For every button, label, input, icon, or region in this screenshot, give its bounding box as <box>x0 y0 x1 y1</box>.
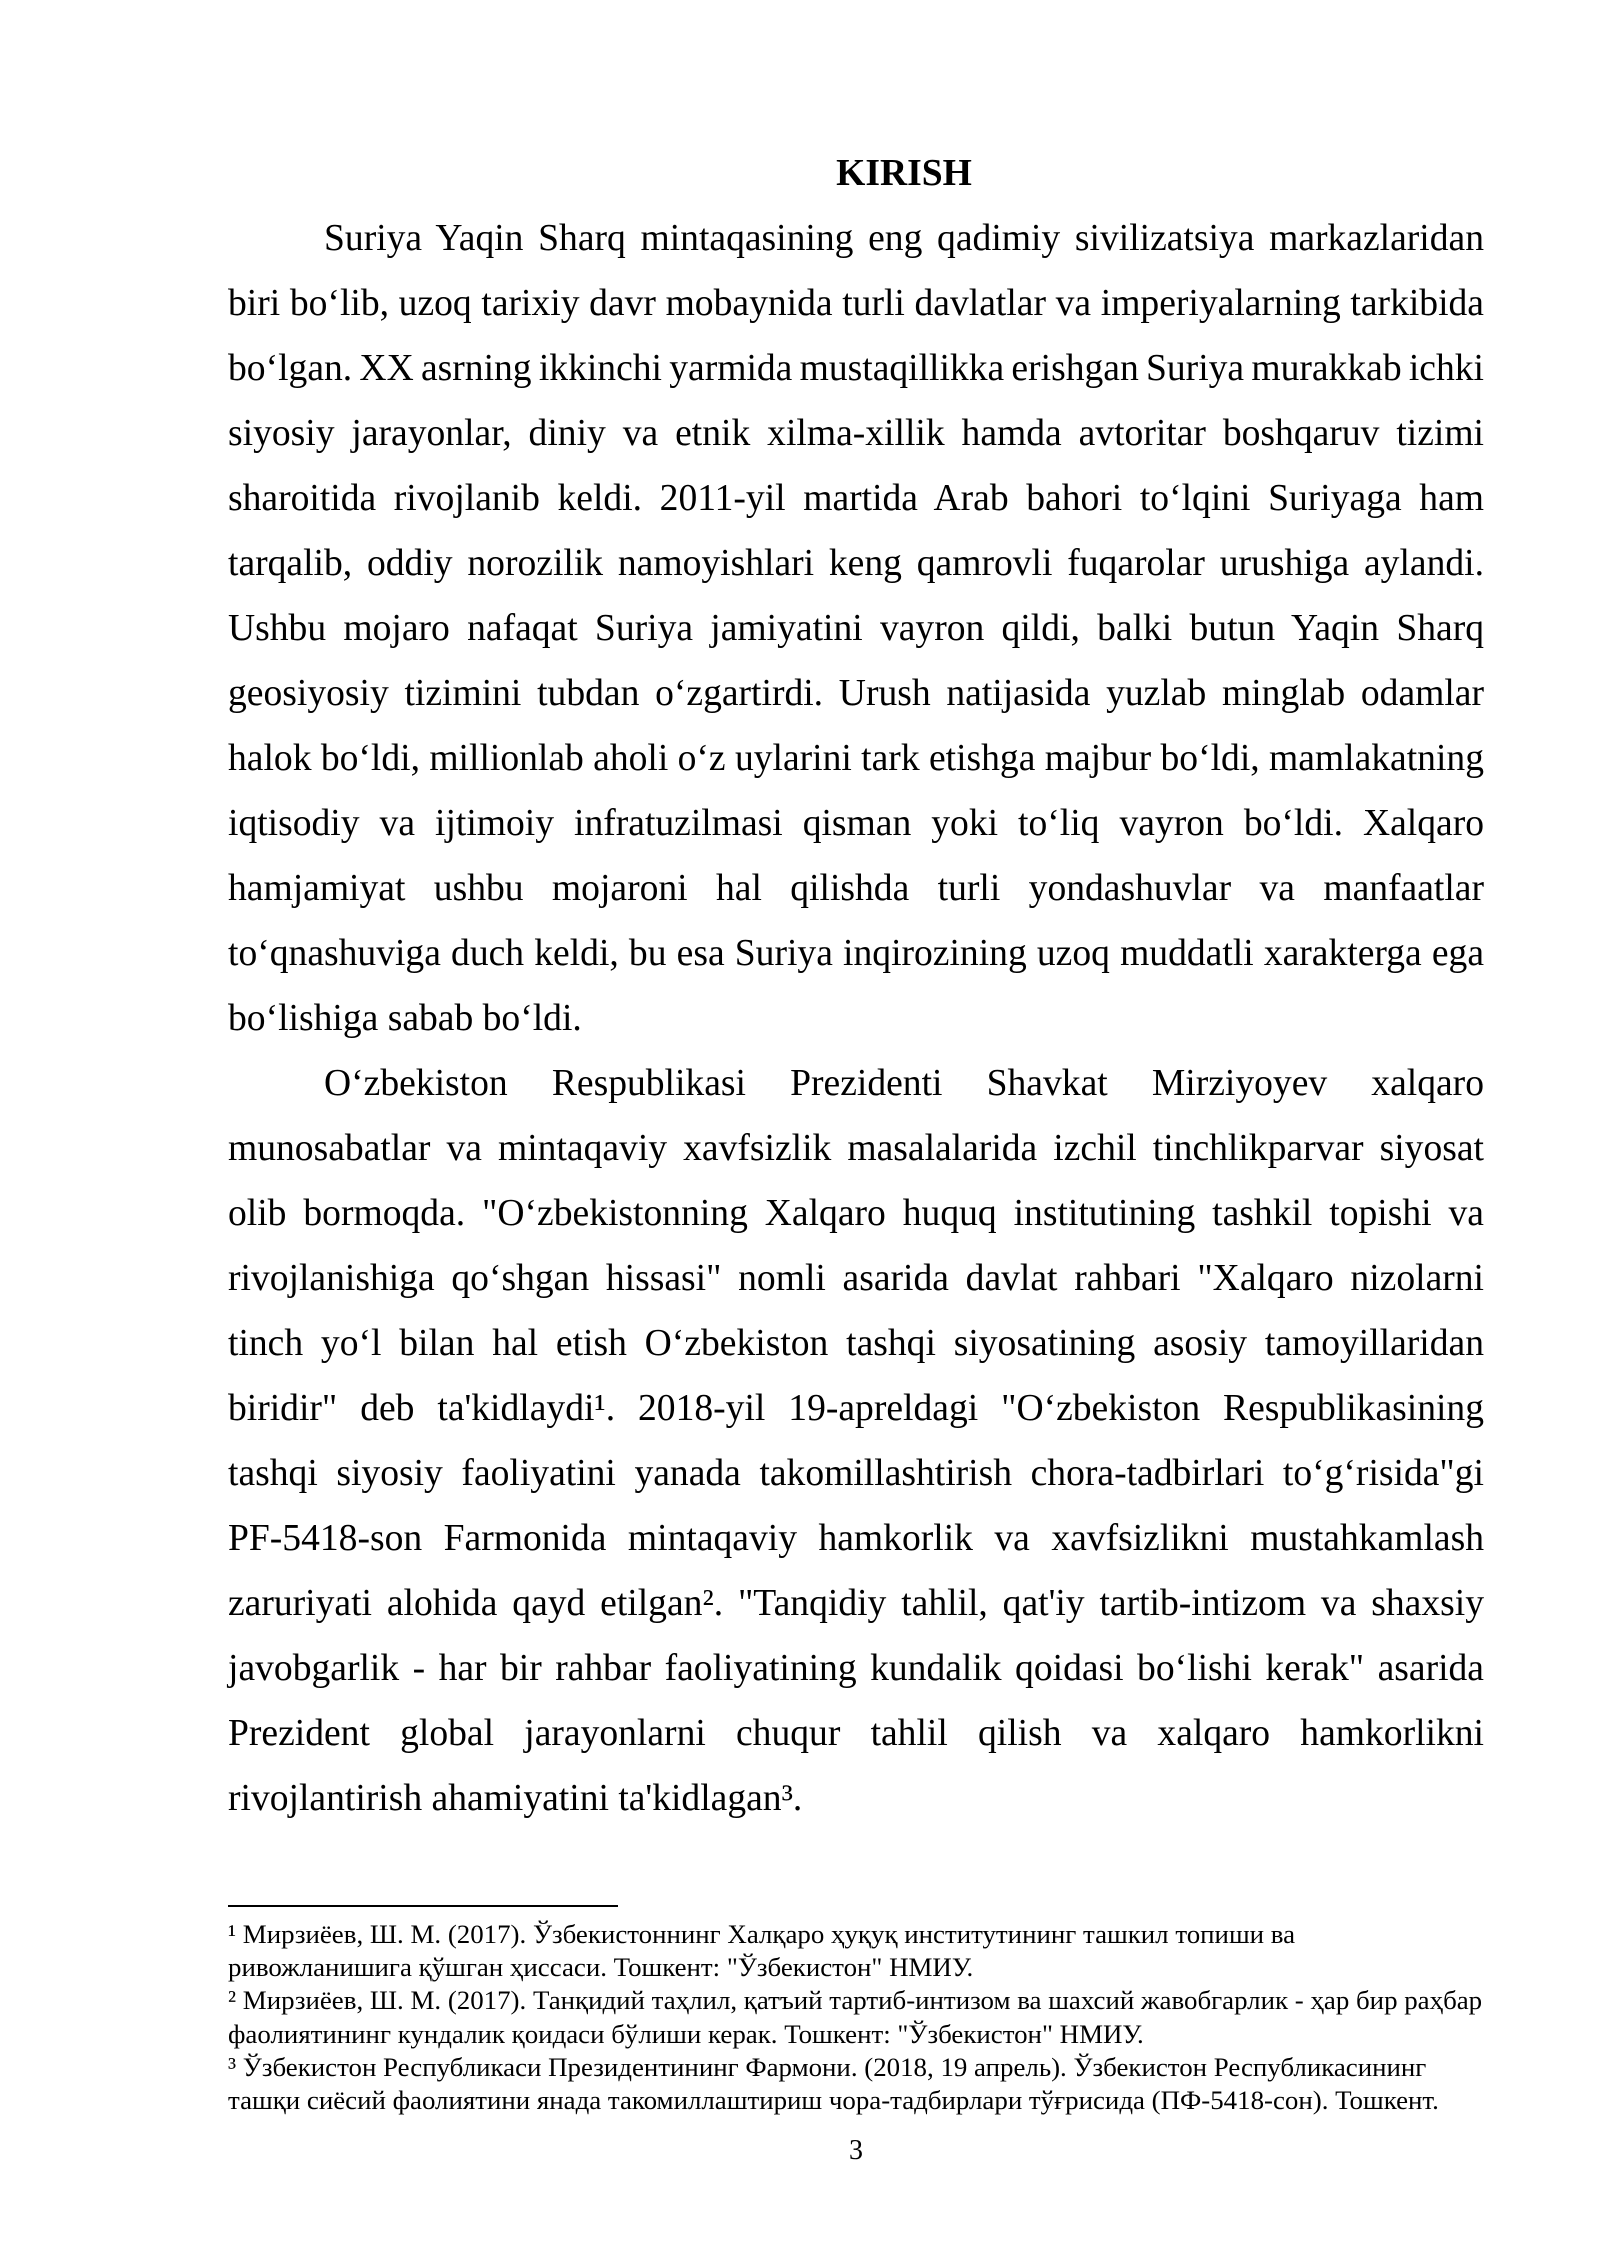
text-line: rivojlantirish ahamiyatini ta'kidlagan³. <box>228 1778 803 1819</box>
footnote <box>228 2051 1484 2117</box>
text-line: zaruriyati alohida qayd etilgan². "Tanqidiy tahlil, qat'iy tartib-intizom va shaxsiy <box>228 1583 1484 1624</box>
text-line: tashqi siyosiy faoliyatini yanada takomillashtirish chora-tadbirlari to‘g‘risida"gi <box>228 1453 1484 1494</box>
text-line: siyosiy jarayonlar, diniy va etnik xilma-xillik hamda avtoritar boshqaruv tizimi <box>228 413 1484 454</box>
text-line: O‘zbekiston Respublikasi Prezidenti Shavkat Mirziyoyev xalqaro <box>324 1063 1484 1104</box>
text-line: to‘qnashuviga duch keldi, bu esa Suriya inqirozining uzoq muddatli xarakterga ega <box>228 933 1484 974</box>
text-line: biri bo‘lib, uzoq tarixiy davr mobaynida turli davlatlar va imperiyalarning tarkibida <box>228 283 1484 324</box>
text-line: biridir" deb ta'kidlaydi¹. 2018-yil 19-apreldagi "O‘zbekiston Respublikasining <box>228 1388 1484 1429</box>
text-line: hamjamiyat ushbu mojaroni hal qilishda turli yondashuvlar va manfaatlar <box>228 868 1484 909</box>
footnote-line: ривожланишига қўшган ҳиссаси. Тошкент: "Ўзбекистон" НМИУ. <box>228 1952 974 1983</box>
footnotes <box>228 1918 1484 2117</box>
text-line: Prezident global jarayonlarni chuqur tahlil qilish va xalqaro hamkorlikni <box>228 1713 1484 1754</box>
footnote <box>228 1984 1484 2050</box>
text-line: bo‘lishiga sabab bo‘ldi. <box>228 998 582 1039</box>
text-line: tarqalib, oddiy norozilik namoyishlari keng qamrovli fuqarolar urushiga aylandi. <box>228 543 1484 584</box>
section-title: KIRISH <box>836 153 972 194</box>
text-line: munosabatlar va mintaqaviy xavfsizlik masalalarida izchil tinchlikparvar siyosat <box>228 1128 1484 1169</box>
body-paragraph <box>228 206 1484 1051</box>
text-line: javobgarlik - har bir rahbar faoliyatining kundalik qoidasi bo‘lishi kerak" asarida <box>228 1648 1484 1689</box>
body-paragraph <box>228 1051 1484 1831</box>
text-line: tinch yo‘l bilan hal etish O‘zbekiston tashqi siyosatining asosiy tamoyillaridan <box>228 1323 1484 1364</box>
text-line: PF-5418-son Farmonida mintaqaviy hamkorlik va xavfsizlikni mustahkamlash <box>228 1518 1484 1559</box>
footnote-line: ¹ Мирзиёев, Ш. М. (2017). Ўзбекистоннинг Халқаро ҳуқуқ институтининг ташкил топиши ва <box>228 1919 1296 1949</box>
footnote <box>228 1918 1484 1984</box>
text-line: Suriya Yaqin Sharq mintaqasining eng qadimiy sivilizatsiya markazlaridan <box>324 218 1484 259</box>
text-line: geosiyosiy tizimini tubdan o‘zgartirdi. Urush natijasida yuzlab minglab odamlar <box>228 673 1484 714</box>
footnote-line: ³ Ўзбекистон Республикаси Президентининг Фармони. (2018, 19 апрель). Ўзбекистон Республикасининг <box>228 2051 1427 2082</box>
text-line: iqtisodiy va ijtimoiy infratuzilmasi qisman yoki to‘liq vayron bo‘ldi. Xalqaro <box>228 803 1484 844</box>
footnote-line: фаолиятининг кундалик қоидаси бўлиши керак. Тошкент: "Ўзбекистон" НМИУ. <box>228 2018 1144 2049</box>
text-line: olib bormoqda. "O‘zbekistonning Xalqaro huquq institutining tashkil topishi va <box>228 1193 1484 1234</box>
text-line: bo‘lgan. XX asrning ikkinchi yarmida mustaqillikka erishgan Suriya murakkab ichki <box>228 348 1484 389</box>
footnote-line: ² Мирзиёев, Ш. М. (2017). Танқидий таҳлил, қатъий тартиб-интизом ва шахсий жавобгарлик - ҳар бир раҳбар <box>228 1985 1483 2016</box>
footnote-line: ташқи сиёсий фаолиятини янада такомиллаштириш чора-тадбирлари тўғрисида (ПФ-5418-сон). Тошкент. <box>228 2084 1439 2115</box>
text-line: halok bo‘ldi, millionlab aholi o‘z uylarini tark etishga majbur bo‘ldi, mamlakatning <box>228 738 1484 779</box>
text-line: Ushbu mojaro nafaqat Suriya jamiyatini vayron qildi, balki butun Yaqin Sharq <box>228 608 1484 649</box>
footnote-separator <box>228 1905 618 1907</box>
text-line: rivojlanishiga qo‘shgan hissasi" nomli asarida davlat rahbari "Xalqaro nizolarni <box>228 1258 1484 1299</box>
text-line: sharoitida rivojlanib keldi. 2011-yil martida Arab bahori to‘lqini Suriyaga ham <box>228 478 1484 519</box>
body-text <box>228 141 1484 1831</box>
page-number: 3 <box>849 2135 863 2166</box>
